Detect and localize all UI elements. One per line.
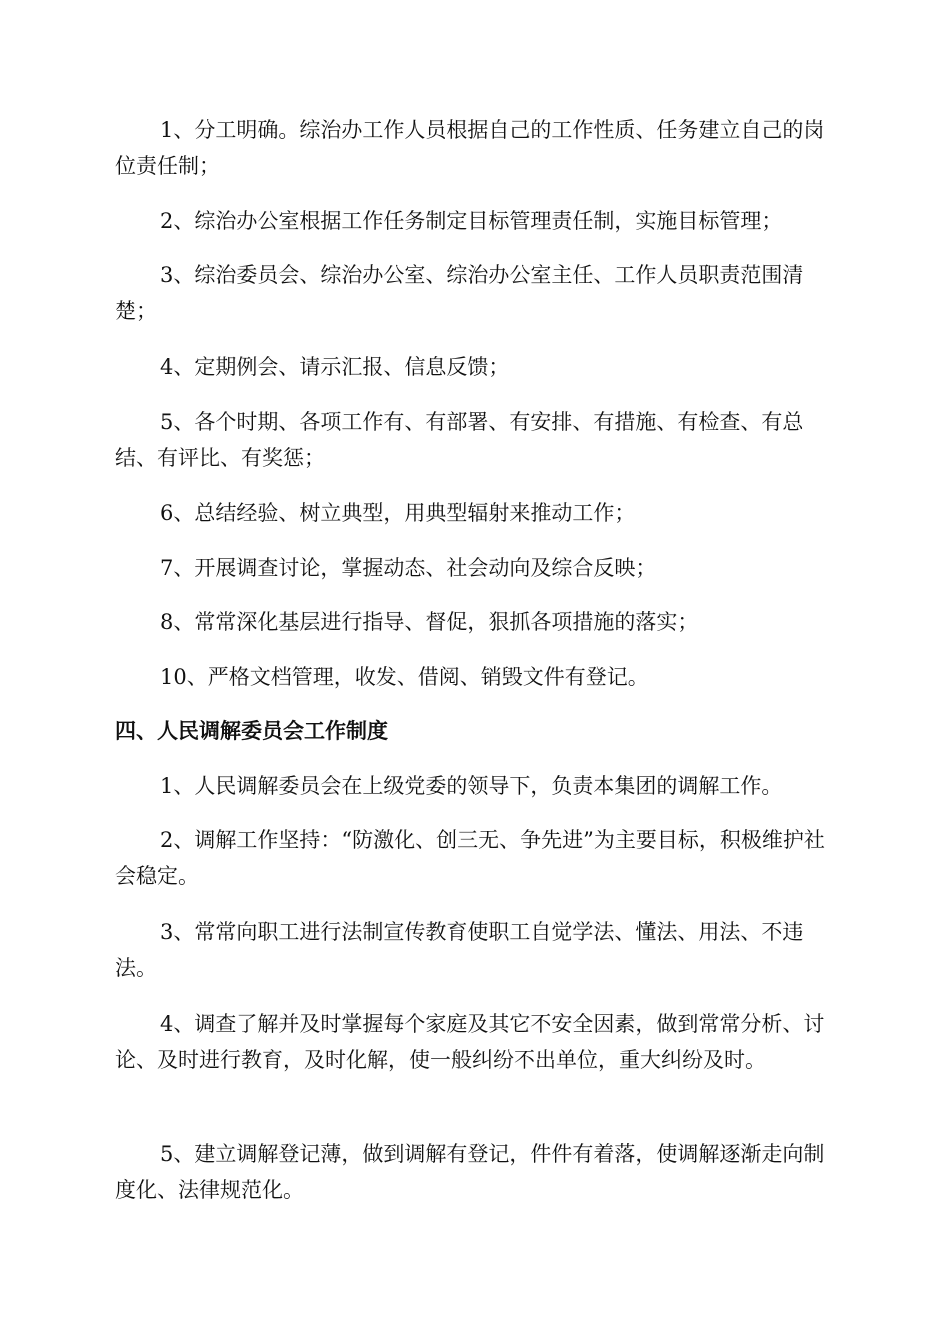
- section3-item-1: 1、分工明确。综治办工作人员根据自己的工作性质、任务建立自己的岗位责任制；: [115, 118, 825, 178]
- section3-item-2: 2、综治办公室根据工作任务制定目标管理责任制，实施目标管理；: [160, 209, 783, 233]
- section4-item-3: 3、常常向职工进行法制宣传教育使职工自觉学法、懂法、用法、不违法。: [115, 920, 804, 980]
- section4-heading: 四、人民调解委员会工作制度: [115, 719, 388, 743]
- section3-item-3: 3、综治委员会、综治办公室、综治办公室主任、工作人员职责范围清楚；: [115, 263, 804, 323]
- section4-item-5: 5、建立调解登记薄，做到调解有登记，件件有着落，使调解逐渐走向制度化、法律规范化。: [115, 1142, 825, 1202]
- section3-item-8: 8、常常深化基层进行指导、督促，狠抓各项措施的落实；: [160, 610, 699, 634]
- section3-item-4: 4、定期例会、请示汇报、信息反馈；: [160, 355, 510, 379]
- section3-item-6: 6、总结经验、树立典型，用典型辐射来推动工作；: [160, 501, 636, 525]
- section4-item-4: 4、调查了解并及时掌握每个家庭及其它不安全因素，做到常常分析、讨论、及时进行教育，及时化解，使一般纠纷不出单位，重大纠纷及时。: [115, 1012, 825, 1072]
- section4-item-2: 2、调解工作坚持：“防激化、创三无、争先进”为主要目标，积极维护社会稳定。: [115, 828, 825, 888]
- section3-item-5: 5、各个时期、各项工作有、有部署、有安排、有措施、有检查、有总结、有评比、有奖惩；: [115, 410, 804, 470]
- section3-item-7: 7、开展调查讨论，掌握动态、社会动向及综合反映；: [160, 556, 657, 580]
- section4-item-1: 1、人民调解委员会在上级党委的领导下，负责本集团的调解工作。: [160, 774, 783, 798]
- section3-item-10: 10、严格文档管理，收发、借阅、销毁文件有登记。: [160, 665, 649, 689]
